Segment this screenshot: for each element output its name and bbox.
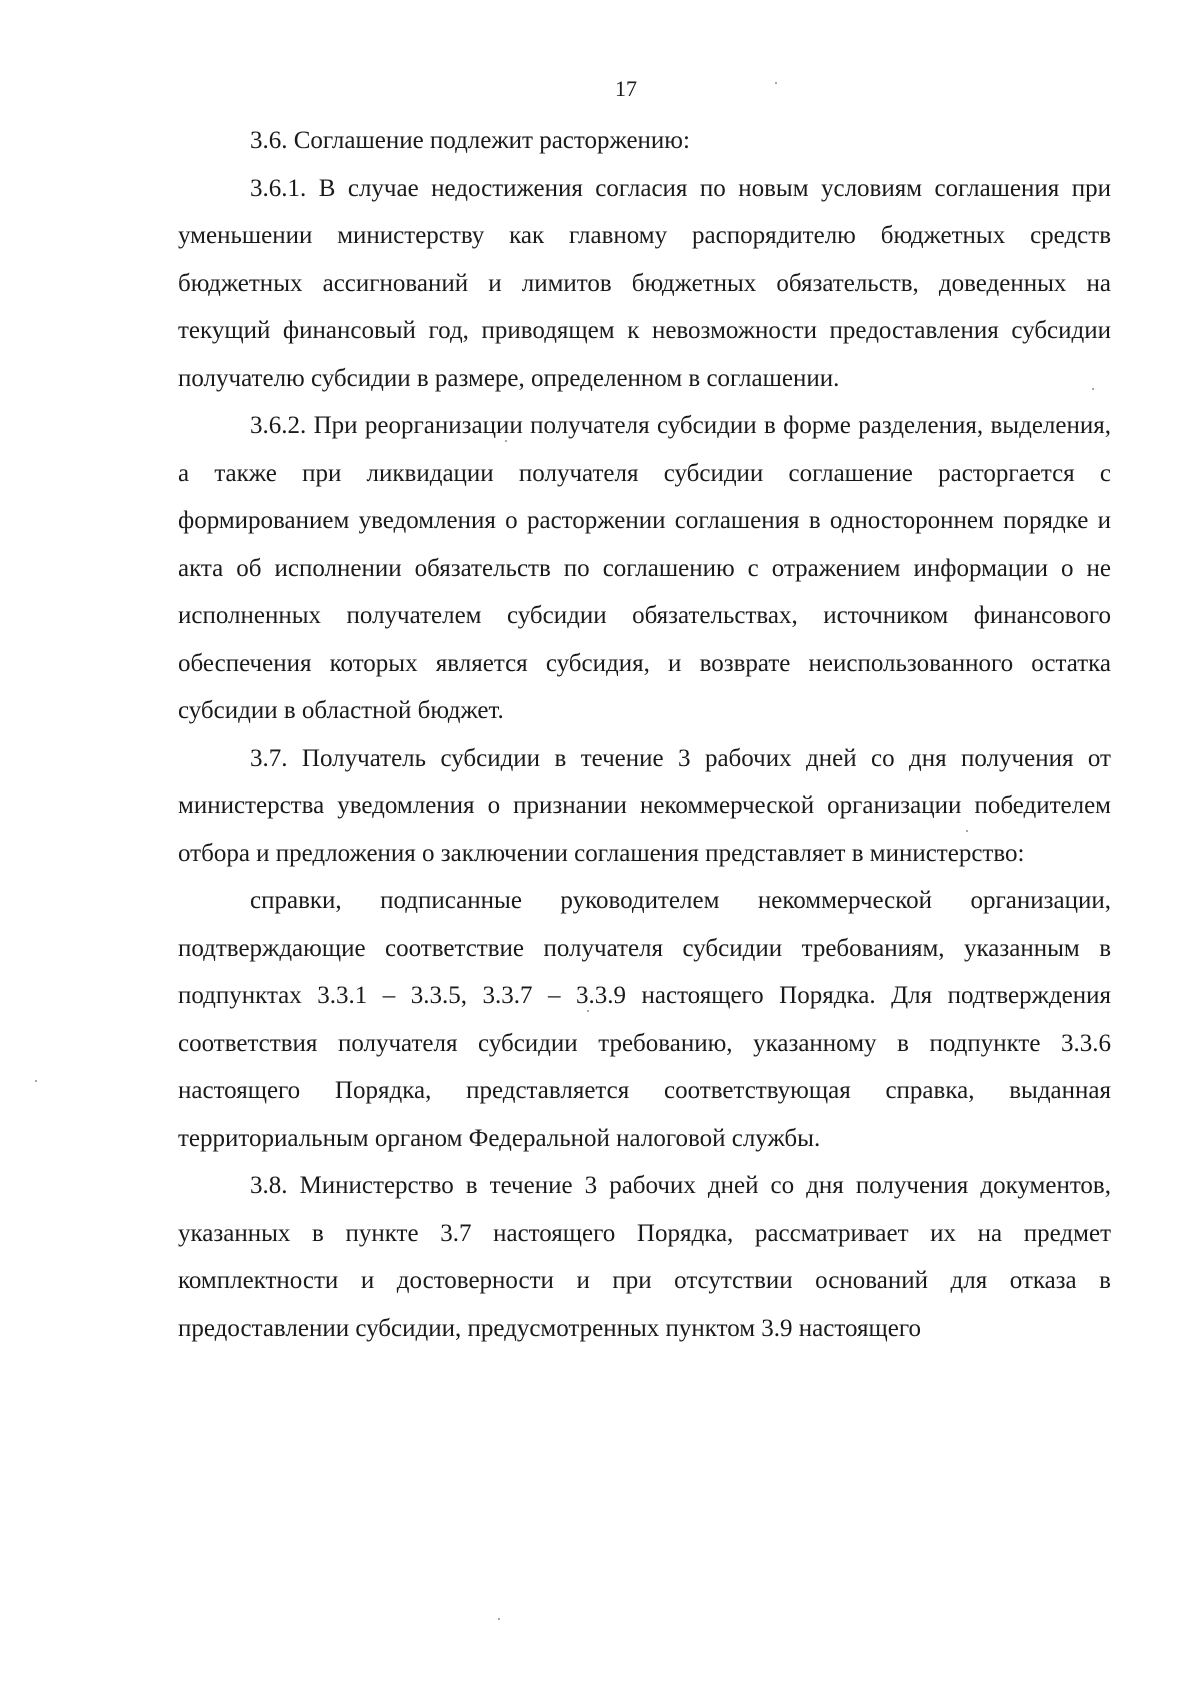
paragraph-3-7: 3.7. Получатель субсидии в течение 3 рабочих дней со дня получения от министерства уведомления о признании некоммерческой организации победителем отбора и предложения о заключении соглашения представляет в министерство:: [178, 744, 1111, 867]
paragraph-3-6-1: 3.6.1. В случае недостижения согласия по новым условиям соглашения при уменьшении министерству как главному распорядителю бюджетных средств бюджетных ассигнований и лимитов бюджетных обязательств, доведенных на текущий финансовый год, приводящем к невозможности предоставления субсидии получателю субсидии в размере, определенном в соглашении.: [178, 174, 1111, 392]
paragraph-3-6: 3.6. Соглашение подлежит расторжению:: [250, 127, 690, 154]
paragraph-3-8: 3.8. Министерство в течение 3 рабочих дней со дня получения документов, указанных в пункте 3.7 настоящего Порядка, рассматривает их на предмет комплектности и достоверности и при отсутствии оснований для отказа в предоставлении субсидии, предусмотренных пунктом 3.9 настоящего: [178, 1172, 1111, 1342]
paragraph-3-7-certificates: справки, подписанные руководителем некоммерческой организации, подтверждающие соответствие получателя субсидии требованиям, указанным в подпунктах 3.3.1 – 3.3.5, 3.3.7 – 3.3.9 настоящего Порядка. Для подтверждения соответствия получателя субсидии требованию, указанному в подпункте 3.3.6 настоящего Порядка, представляется соответствующая справка, выданная территориальным органом Федеральной налоговой службы.: [178, 887, 1111, 1152]
scan-speck: [35, 1080, 37, 1082]
scan-speck: [966, 830, 968, 832]
scan-speck: [587, 1010, 589, 1012]
scan-speck: [1092, 388, 1094, 390]
document-body: [178, 117, 1111, 1352]
scan-speck: [498, 1618, 500, 1620]
paragraph-3-6-2: 3.6.2. При реорганизации получателя субсидии в форме разделения, выделения, а также при ликвидации получателя субсидии соглашение расторгается с формированием уведомления о расторжении соглашения в одностороннем порядке и акта об исполнении обязательств по соглашению с отражением информации о не исполненных получателем субсидии обязательствах, источником финансового обеспечения которых является субсидия, и возврате неиспользованного остатка субсидии в областной бюджет.: [178, 412, 1111, 724]
scan-speck: [505, 440, 507, 442]
page-number: 17: [615, 76, 637, 101]
scan-speck: [775, 82, 777, 84]
